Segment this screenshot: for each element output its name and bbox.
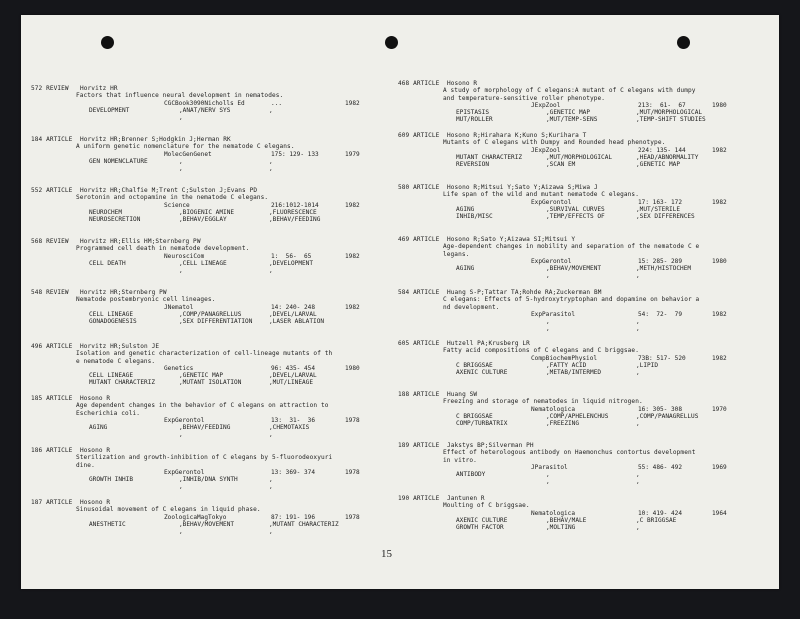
keyword-term: ,COMP/APHELENCHUS [546,412,609,420]
pub-year: 1982 [345,252,360,260]
keyword-term: GONADOGENESIS [89,318,137,326]
journal-name: Genetics [164,364,194,372]
citation-header: 469 ARTICLE Hosono R;Sato Y;Aizawa SI;Mitsui Y [398,236,576,243]
citation-title: and temperature-sensitive roller phenotype. [443,94,606,102]
keyword-term: ,COMP/PANAGRELLUS [636,412,699,420]
citation-title: in vitro. [443,456,477,464]
keyword-term: , [179,267,183,275]
citation-title: Escherichia coli. [76,409,141,417]
keyword-term: ,FATTY ACID [546,361,587,369]
keyword-term: , [636,318,640,326]
pub-year: 1979 [345,150,360,158]
citation-entry [31,395,391,439]
keyword-term: ,COMP/PANAGRELLUS [179,310,242,318]
citation-header: 605 ARTICLE Hutzell PA;Krusberg LR [398,340,530,347]
citation-header: 184 ARTICLE Horvitz HR;Brenner S;Hodgkin J;Herman RK [31,136,231,143]
journal-name: JExpZool [531,146,561,154]
keyword-term: ,GENETIC MAP [546,109,591,117]
keyword-term: NEUROCHEM [89,208,123,216]
keyword-term: , [546,272,550,280]
keyword-term: , [179,483,183,491]
citation-header: 190 ARTICLE Jantunen R [398,495,485,502]
pub-year: 1980 [345,364,360,372]
citation-entry [31,136,391,172]
keyword-term: , [636,369,640,377]
journal-name: ExpGerontol [164,468,205,476]
citation-header: 548 REVIEW Horvitz HR;Sternberg PW [31,289,167,296]
citation-entry [31,187,391,223]
keyword-term: C BRIGGSAE [456,412,493,420]
keyword-term: GROWTH INHIB [89,476,134,484]
citation-header: 185 ARTICLE Hosono R [31,395,111,402]
keyword-term: NEUROSECRETION [89,216,141,224]
page-number: 15 [381,548,392,560]
volume-pages: 213: 61- 67 [638,101,686,109]
keyword-term: COMP/TURBATRIX [456,420,508,428]
volume-pages: 224: 135- 144 [638,146,686,154]
citation-title: Sterilization and growth-inhibition of C elegans by 5-fluorodeoxyuri [76,454,333,462]
journal-name: CompBiochemPhysiol [531,354,598,362]
keyword-term: , [636,478,640,486]
keyword-term: ,GENETIC MAP [636,161,681,169]
keyword-term: DEVELOPMENT [89,106,130,114]
keyword-term: ANTIBODY [456,471,486,479]
pub-year: 1982 [345,99,360,107]
volume-pages: 13: 369- 374 [271,468,316,476]
punch-hole [677,36,690,49]
keyword-term: , [179,114,183,122]
keyword-term: CELL DEATH [89,259,126,267]
journal-name: JNematol [164,303,194,311]
keyword-term: ,BEHAV/MALE [546,516,587,524]
volume-pages: 96: 435- 454 [271,364,316,372]
keyword-term: ,INHIB/DNA SYNTH [179,476,238,484]
keyword-term: ,BIOGENIC AMINE [179,208,235,216]
citation-entry [31,499,391,535]
keyword-term: ,METH/HISTOCHEM [636,265,692,273]
keyword-term: ,MUT/LINEAGE [269,379,314,387]
citation-title: Fatty acid compositions of C elegans and C briggsae. [443,347,639,355]
citation-header: 468 ARTICLE Hosono R [398,80,478,87]
pub-year: 1978 [345,513,360,521]
keyword-term: , [269,165,273,173]
pub-year: 1978 [345,416,360,424]
keyword-term: ,METAB/INTERMED [546,369,602,377]
keyword-term: ,TEMP/EFFECTS OF [546,213,605,221]
citation-title: Freezing and storage of nematodes in liquid nitrogen. [443,398,643,406]
citation-title: Nematode postembryonic cell lineages. [76,296,216,304]
keyword-term: ,BEHAV/FEEDING [179,424,231,432]
citation-header: 186 ARTICLE Hosono R [31,447,111,454]
keyword-term: , [179,157,183,165]
keyword-term: , [636,325,640,333]
keyword-term: REVERSION [456,161,490,169]
citation-entry [31,289,391,325]
volume-pages: 54: 72- 79 [638,310,683,318]
keyword-term: ANESTHETIC [89,520,126,528]
volume-pages: 55: 486- 492 [638,463,683,471]
citation-entry [398,289,770,333]
journal-name: ExpGerontol [164,416,205,424]
citation-title: Life span of the wild and mutant nematode C elegans. [443,191,639,199]
citation-title: A uniform genetic nomenclature for the nematode C elegans. [76,143,295,151]
pub-year: 1980 [712,257,727,265]
keyword-term: CELL LINEAGE [89,310,134,318]
citation-entry [31,447,391,491]
keyword-term: ,CELL LINEAGE [179,259,227,267]
pub-year: 1964 [712,509,727,517]
citation-entry [398,340,770,376]
keyword-term: GEN NOMENCLATURE [89,157,148,165]
keyword-term: , [179,431,183,439]
keyword-term: , [269,267,273,275]
keyword-term: AGING [456,205,475,213]
pub-year: 1978 [345,468,360,476]
citation-title: Effect of heterologous antibody on Haemonchus contortus development [443,449,696,457]
keyword-term: , [179,528,183,536]
journal-name: JExpZool [531,101,561,109]
keyword-term: , [269,431,273,439]
journal-name: MolecGenGenet [164,150,212,158]
citation-header: 187 ARTICLE Hosono R [31,499,111,506]
keyword-term: ,MUTANT ISOLATION [179,379,242,387]
volume-pages: 13: 31- 36 [271,416,316,424]
keyword-term: ,GENETIC MAP [179,372,224,380]
journal-name: ZoologicaMagTokyo [164,513,227,521]
keyword-term: ,SCAN EM [546,161,576,169]
citation-title: dine. [76,461,95,469]
pub-year: 1982 [712,198,727,206]
keyword-term: C BRIGGSAE [456,361,493,369]
keyword-term: ,BEHAV/EGGLAY [179,216,227,224]
citation-entry [398,184,770,220]
keyword-term: , [269,483,273,491]
pub-year: 1982 [712,354,727,362]
keyword-term: ,DEVEL/LARVAL [269,310,317,318]
volume-pages: 10: 419- 424 [638,509,683,517]
keyword-term: ,LIPID [636,361,659,369]
citation-entry [31,85,391,121]
keyword-term: ,MUT/TEMP-SENS [546,116,598,124]
volume-pages: ... [271,99,283,107]
scanned-page [21,15,779,589]
volume-pages: 1: 56- 65 [271,252,312,260]
punch-hole [101,36,114,49]
citation-entry [398,236,770,280]
keyword-term: ,FREEZING [546,420,580,428]
citation-entry [398,391,770,427]
volume-pages: 14: 240- 248 [271,303,316,311]
pub-year: 1982 [345,303,360,311]
keyword-term: , [546,471,550,479]
keyword-term: AGING [89,424,108,432]
keyword-term: AXENIC CULTURE [456,369,508,377]
citation-header: 572 REVIEW Horvitz HR [31,85,118,92]
volume-pages: 16: 305- 308 [638,405,683,413]
journal-name: ExpGerontol [531,257,572,265]
keyword-term: ,BEHAV/FEEDING [269,216,321,224]
citation-entry [398,495,770,531]
keyword-term: , [269,476,273,484]
keyword-term: ,C BRIGGSAE [636,516,677,524]
citation-title: Programmed cell death in nematode development. [76,245,250,253]
keyword-term: ,ANAT/NERV SYS [179,106,231,114]
citation-header: 609 ARTICLE Hosono R;Hirahara K;Kuno S;Kurihara T [398,132,587,139]
keyword-term: ,SEX DIFFERENTIATION [179,318,253,326]
keyword-term: AGING [456,265,475,273]
keyword-term: ,TEMP-SHIFT STUDIES [636,116,706,124]
keyword-term: ,DEVELOPMENT [269,259,314,267]
keyword-term: ,MUT/STERILE [636,205,681,213]
keyword-term: ,FLUORESCENCE [269,208,317,216]
citation-title: legans. [443,250,470,258]
keyword-term: CELL LINEAGE [89,372,134,380]
keyword-term: ,BEHAV/MOVEMENT [179,520,235,528]
keyword-term: ,HEAD/ABNORMALITY [636,153,699,161]
keyword-term: , [636,471,640,479]
citation-header: 189 ARTICLE Jakstys BP;Silverman PH [398,442,534,449]
keyword-term: , [546,478,550,486]
keyword-term: , [636,272,640,280]
keyword-term: GROWTH FACTOR [456,524,504,532]
punch-hole [385,36,398,49]
keyword-term: ,MUTANT CHARACTERIZ [269,520,339,528]
pub-year: 1982 [712,310,727,318]
pub-year: 1982 [712,146,727,154]
journal-name: Science [164,201,190,209]
journal-name: JParasitol [531,463,568,471]
keyword-term: ,MUT/MORPHOLOGICAL [546,153,613,161]
keyword-term: EPISTASIS [456,109,490,117]
journal-name: ExpGerontol [531,198,572,206]
pub-year: 1970 [712,405,727,413]
citation-title: Moulting of C briggsae. [443,502,530,510]
keyword-term: , [269,528,273,536]
volume-pages: 175: 129- 133 [271,150,319,158]
keyword-term: ,BEHAV/MOVEMENT [546,265,602,273]
keyword-term: ,SEX DIFFERENCES [636,213,695,221]
pub-year: 1980 [712,101,727,109]
keyword-term: INHIB/MISC [456,213,493,221]
citation-title: Factors that influence neural development in nematodes. [76,92,284,100]
journal-name: Nematologica [531,509,576,517]
citation-title: C elegans: Effects of 5-hydroxytryptophan and dopamine on behavior a [443,296,700,304]
keyword-term: , [269,157,273,165]
volume-pages: 15: 285- 289 [638,257,683,265]
volume-pages: 216:1012-1014 [271,201,319,209]
keyword-term: MUTANT CHARACTERIZ [456,153,523,161]
keyword-term: AXENIC CULTURE [456,516,508,524]
volume-pages: 17: 163- 172 [638,198,683,206]
citation-entry [398,80,770,124]
citation-entry [398,132,770,168]
pub-year: 1969 [712,463,727,471]
keyword-term: , [546,325,550,333]
citation-title: Mutants of C elegans with Dumpy and Rounded head phenotype. [443,139,666,147]
citation-title: Sinusoidal movement of C elegans in liquid phase. [76,506,261,514]
keyword-term: ,CHEMOTAXIS [269,424,310,432]
keyword-term: , [546,318,550,326]
keyword-term: , [636,420,640,428]
journal-name: NeurosciCom [164,252,205,260]
keyword-term: , [636,524,640,532]
citation-header: 584 ARTICLE Huang S-P;Tattar TA;Rohde RA;Zuckerman BM [398,289,602,296]
keyword-term: ,DEVEL/LARVAL [269,372,317,380]
citation-entry [398,442,770,486]
citation-title: A study of morphology of C elegans:A mutant of C elegans with dumpy [443,87,696,95]
citation-header: 496 ARTICLE Horvitz HR;Sulston JE [31,343,160,350]
citation-title: Isolation and genetic characterization of cell-lineage mutants of th [76,350,333,358]
keyword-term: ,LASER ABLATION [269,318,325,326]
citation-title: Serotonin and octopamine in the nematode C elegans. [76,194,269,202]
citation-title: e nematode C elegans. [76,357,156,365]
keyword-term: MUT/ROLLER [456,116,493,124]
volume-pages: 73B: 517- 520 [638,354,686,362]
journal-name: Nematologica [531,405,576,413]
citation-header: 552 ARTICLE Horvitz HR;Chalfie M;Trent C;Sulston J;Evans PD [31,187,258,194]
citation-entry [31,238,391,274]
journal-name: ExpParasitol [531,310,576,318]
citation-title: nd development. [443,303,500,311]
keyword-term: , [269,106,273,114]
keyword-term: , [179,165,183,173]
volume-pages: 87: 191- 196 [271,513,316,521]
citation-header: 568 REVIEW Horvitz HR;Ellis HM;Sternberg PW [31,238,201,245]
citation-entry [31,343,391,387]
pub-year: 1982 [345,201,360,209]
keyword-term: ,MOLTING [546,524,576,532]
citation-title: Age-dependent changes in mobility and separation of the nematode C e [443,243,700,251]
keyword-term: MUTANT CHARACTERIZ [89,379,156,387]
journal-name: CGCBook3090Nicholls Ed [164,99,245,107]
citation-title: Age dependent changes in the behavior of C elegans on attraction to [76,402,329,410]
citation-header: 188 ARTICLE Huang SW [398,391,478,398]
keyword-term: ,SURVIVAL CURVES [546,205,605,213]
keyword-term: ,MUT/MORPHOLOGICAL [636,109,703,117]
citation-header: 580 ARTICLE Hosono R;Mitsui Y;Sato Y;Aizawa S;Miwa J [398,184,598,191]
